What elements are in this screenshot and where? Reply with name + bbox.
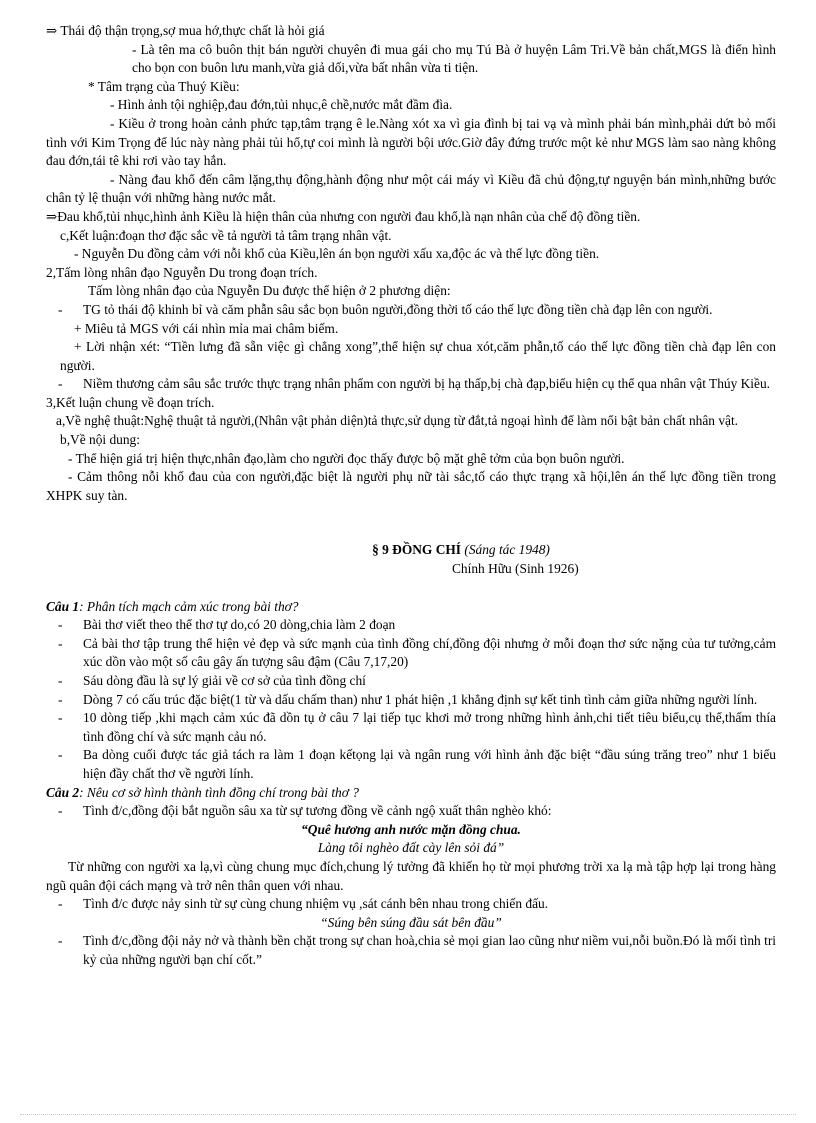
- list-item-text: TG tỏ thái độ khinh bỉ và căm phẫn sâu sắc bọn buôn người,đồng thời tố cáo thế lực đồng tiền chà đạp lên con người.: [83, 301, 713, 317]
- text-line: Tấm lòng nhân đạo của Nguyễn Du được thể hiện ở 2 phương diện:: [88, 283, 451, 299]
- paragraph-ma-gia-sinh: [46, 41, 776, 78]
- paragraph: a,Về nghệ thuật:Nghệ thuật tả người,(Nhân vật phản diện)tả thực,sử dụng từ đắt,tả ngoại hình để làm nổi bật bản chất nhân vật.: [56, 413, 739, 429]
- list-item-text: Tình đ/c,đồng đội nảy nở và thành bền chặt trong sự chan hoà,chia sẻ mọi gian lao cũng như niềm vui,nỗi buồn.Đó là mối tình tri kỷ của những người bạn chí cốt.”: [83, 933, 776, 967]
- section-author: Chính Hữu (Sinh 1926): [452, 561, 579, 577]
- list-item-text: Ba dòng cuối được tác giả tách ra làm 1 đoạn kếtọng lại và ngân rung với hình ảnh đặc biệt “đầu súng trăng treo” như 1 biểu hiện đầy chất thơ về người lính.: [83, 747, 776, 781]
- text-span: - Là tên ma cô buôn thịt bán người chuyên đi mua gái cho mụ Tú Bà ở huyện Lâm Tri.Về bản chất,MGS là điển hình cho bọn con buôn lưu manh,vừa giả dối,vừa bất nhân vừa ti tiện.: [132, 41, 776, 76]
- bullet-dash: -: [58, 635, 63, 651]
- question-text: : Phân tích mạch cảm xúc trong bài thơ?: [79, 598, 299, 614]
- bullet-dash: -: [58, 617, 63, 633]
- bullet-dash: -: [58, 691, 63, 707]
- list-item-text: Sáu dòng đầu là sự lý giải về cơ sở của tình đồng chí: [83, 673, 366, 688]
- verse-line: “Súng bên súng đầu sát bên đầu”: [320, 914, 502, 930]
- text-line: c,Kết luận:đoạn thơ đặc sắc về tả người tả tâm trạng nhân vật.: [60, 227, 392, 243]
- list-item: [46, 301, 776, 320]
- bullet-dash: -: [58, 933, 63, 949]
- list-item: [46, 375, 776, 394]
- page-bottom-divider: [20, 1114, 796, 1115]
- list-item: [46, 746, 776, 783]
- list-item: [46, 672, 776, 691]
- list-item: [46, 932, 776, 969]
- section-subtitle: (Sáng tác 1948): [464, 542, 550, 558]
- list-item: [46, 635, 776, 672]
- bullet-dash: -: [58, 803, 63, 819]
- bullet-dash: -: [58, 747, 63, 763]
- list-item: [46, 802, 776, 821]
- list-item-text: Dòng 7 có cấu trúc đặc biệt(1 từ và dấu chấm than) như 1 phát hiện ,1 khẳng định sự kết tinh tình cảm giữa những người lính.: [83, 691, 758, 707]
- bullet-dash: -: [58, 710, 63, 726]
- heading-2: 2,Tấm lòng nhân đạo Nguyễn Du trong đoạn trích.: [46, 264, 318, 280]
- list-item: [46, 895, 776, 914]
- text-line: - Nguyễn Du đồng cảm với nỗi khổ của Kiều,lên án bọn người xấu xa,độc ác và thế lực đồng tiền.: [74, 246, 600, 262]
- list-item-text: 10 dòng tiếp ,khi mạch cảm xúc đã dồn tụ ở câu 7 lại tiếp tục khơi mở trong những hình ảnh,chi tiết tiêu biểu,cụ thể,thấm thía tình đồng chí và sức mạnh cảu nó.: [83, 710, 776, 744]
- verse-line: “Quê hương anh nước mặn đồng chua.: [301, 821, 521, 837]
- text-line: - Hình ảnh tội nghiệp,đau đớn,tủi nhục,ê chề,nước mắt đầm đìa.: [110, 97, 453, 113]
- list-item: [46, 709, 776, 746]
- text-line: - Thể hiện giá trị hiện thực,nhân đạo,làm cho người đọc thấy được bộ mặt ghê tởm của bọn buôn người.: [68, 450, 625, 466]
- paragraph: - Nàng đau khổ đến câm lặng,thụ động,hành động như một cái máy vì Kiều đã chủ động,tự nguyện bán mình,những bước chân tỷ lệ thuận với những hàng nước mắt.: [46, 171, 776, 206]
- spacer: [46, 505, 776, 541]
- heading-3: 3,Kết luận chung về đoạn trích.: [46, 394, 215, 410]
- verse-line: Làng tôi nghèo đất cày lên sỏi đá”: [317, 840, 505, 856]
- paragraph: + Lời nhận xét: “Tiền lưng đã sẵn việc gì chẳng xong”,thể hiện sự chua xót,căm phẫn,tố cáo thế lực đồng tiền chà đạp lên con người.: [60, 339, 776, 373]
- list-item-text: Tình đ/c được nảy sinh từ sự cùng chung nhiệm vụ ,sát cánh bên nhau trong chiến đấu.: [83, 896, 549, 912]
- section-title: [46, 541, 776, 560]
- question-label: Câu 1: [46, 598, 80, 614]
- text-line: ⇒Đau khổ,tủi nhục,hình ảnh Kiều là hiện thân của nhưng con người đau khổ,là nạn nhân của chế độ đồng tiền.: [46, 208, 641, 224]
- document-body: [46, 22, 776, 970]
- section-title-text: § 9 ĐỒNG CHÍ: [372, 542, 461, 558]
- list-item: [46, 616, 776, 635]
- list-item-text: Tình đ/c,đồng đội bắt nguồn sâu xa từ sự tương đồng về cảnh ngộ xuất thân nghèo khó:: [83, 803, 552, 819]
- list-item-text: Cả bài thơ tập trung thể hiện vẻ đẹp và sức mạnh của tình đồng chí,đồng đội nhưng ở mỗi đoạn thơ sức nặng của tư tưởng,cảm xúc dồn vào một số câu gây ấn tượng sâu đậm (Câu 7,17,20): [83, 635, 776, 670]
- paragraph: Từ những con người xa lạ,vì cùng chung mục đích,chung lý tưởng đã khiến họ từ mọi phương trời xa lạ mà tập hợp lại trong hàng ngũ quân đội cách mạng và trở nên thân quen với nhau.: [46, 858, 776, 893]
- spacer: [46, 579, 776, 598]
- list-item-text: Niềm thương cảm sâu sắc trước thực trạng nhân phẩm con người bị hạ thấp,bị chà đạp,biểu hiện cụ thể qua nhân vật Thúy Kiều.: [83, 376, 771, 392]
- question-text: : Nêu cơ sở hình thành tình đồng chí trong bài thơ ?: [79, 784, 359, 800]
- list-item-text: Bài thơ viết theo thể thơ tự do,có 20 dòng,chia làm 2 đoạn: [83, 617, 396, 633]
- paragraph: - Kiều ở trong hoàn cảnh phức tạp,tâm trạng ê le.Nàng xót xa vì gia đình bị tai vạ và mình phải bán mình,phải dứt bỏ mối tình với Kim Trọng để lúc này nàng phải tủi hổ,tự coi mình là người bội ước.Giờ đây đứng trước một kẻ như MGS làm sao nàng không đau đớn,tái tê khi rơi vào tay hắn.: [46, 115, 776, 169]
- subheading-tam-trang: * Tâm trạng của Thuý Kiều:: [88, 78, 240, 94]
- question-2: [46, 784, 776, 803]
- text-line: b,Về nội dung:: [60, 432, 140, 448]
- bullet-dash: -: [58, 376, 63, 392]
- text-line: + Miêu tả MGS với cái nhìn mỉa mai châm biếm.: [74, 320, 339, 336]
- text-line: ⇒ Thái độ thận trọng,sợ mua hớ,thực chất là hỏi giá: [46, 23, 325, 38]
- paragraph: - Cảm thông nỗi khổ đau của con người,đặc biệt là người phụ nữ tài sắc,tố cáo thực trạng xã hội,lên án thế lực đồng tiền trong XHPK suy tàn.: [46, 469, 776, 503]
- bullet-dash: -: [58, 896, 63, 912]
- question-1: [46, 598, 776, 617]
- bullet-dash: -: [58, 673, 63, 688]
- bullet-dash: -: [58, 301, 63, 317]
- question-label: Câu 2: [46, 784, 80, 800]
- list-item: [46, 691, 776, 710]
